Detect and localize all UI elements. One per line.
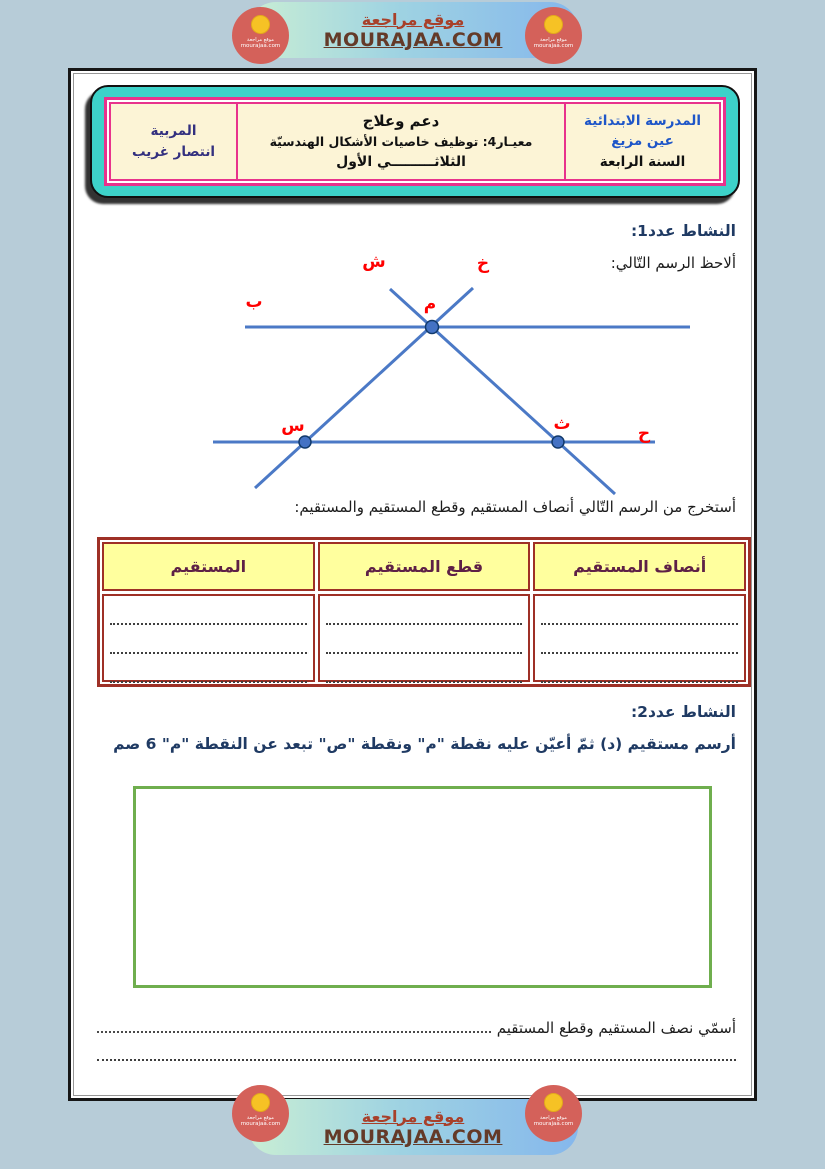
logo-book-icon (251, 1093, 270, 1112)
answer-dotted-line (110, 654, 307, 683)
column-header-segments: قطع المستقيم (318, 542, 531, 591)
answer-dotted-line (326, 654, 523, 683)
banner-site-link[interactable]: MOURAJAA.COM (323, 28, 503, 51)
activity1-title: النشاط عدد1: (630, 222, 736, 240)
activity2-instruction: أرسم مستقيم (د) ثمّ أعيّن عليه نقطة "م" ونقطة "ص" تبعد عن النقطة "م" 6 صم (113, 735, 736, 753)
activity2-naming-label: أسمّي نصف المستقيم وقطع المستقيم (496, 1019, 736, 1037)
mourajaa-logo (232, 1085, 289, 1142)
logo-title: موقع مراجعة (247, 1115, 274, 1121)
logo-domain: mourajaa.com (240, 1121, 281, 1127)
line-kh-s-diagonal (255, 288, 473, 488)
answers-table-header-row (102, 542, 746, 591)
label-tha: ث (553, 414, 571, 434)
label-ba: ب (245, 292, 263, 312)
answer-cell-half-lines[interactable] (533, 594, 746, 682)
logo-domain: mourajaa.com (240, 43, 281, 49)
support-title: دعم وعلاج (362, 112, 440, 131)
logo-book-icon (251, 15, 270, 34)
header-cell-school (566, 104, 719, 179)
support-criterion: معيـار4: توظيف خاصيات الأشكال الهندسيّة (269, 133, 533, 149)
header-box (90, 85, 740, 198)
logo-book-icon (544, 1093, 563, 1112)
point-mim (426, 321, 439, 334)
header-cell-teacher (111, 104, 236, 179)
teacher-name: انتصار غريب (131, 143, 216, 160)
school-location: عين مزيغ (611, 133, 674, 150)
answer-dotted-line (541, 654, 738, 683)
teacher-label: المربية (150, 123, 197, 140)
banner-site-title: موقع مراجعة (361, 1106, 465, 1126)
mourajaa-logo (232, 7, 289, 64)
naming-dotted-line[interactable] (97, 1031, 491, 1033)
geometry-diagram (71, 243, 760, 513)
answer-dotted-line (110, 596, 307, 625)
label-sin: س (281, 416, 305, 436)
mourajaa-logo (525, 1085, 582, 1142)
column-header-lines: المستقيم (102, 542, 315, 591)
point-tha (552, 436, 564, 448)
logo-title: موقع مراجعة (247, 37, 274, 43)
header-frame (104, 97, 726, 186)
answers-table (97, 537, 751, 687)
school-name: المدرسة الابتدائية (584, 113, 701, 130)
label-hha: ح (637, 424, 651, 444)
header-cell-support (236, 104, 566, 179)
answer-dotted-line-full[interactable] (97, 1059, 736, 1061)
label-kha: خ (476, 254, 490, 274)
answer-dotted-line (110, 625, 307, 654)
worksheet-page (68, 68, 757, 1101)
school-grade: السنة الرابعة (599, 153, 686, 170)
label-mim: م (423, 294, 437, 314)
answer-cell-segments[interactable] (318, 594, 531, 682)
answer-cell-lines[interactable] (102, 594, 315, 682)
activity1-observe-label: ألاحظ الرسم التّالي: (610, 254, 736, 272)
answer-dotted-line (326, 596, 523, 625)
line-sh-th-diagonal (390, 289, 615, 494)
banner-site-title: موقع مراجعة (361, 9, 465, 29)
answer-dotted-line (326, 625, 523, 654)
answers-table-body-row (102, 594, 746, 682)
activity1-extract-label: أستخرج من الرسم التّالي أنصاف المستقيم وقطع المستقيم والمستقيم: (294, 498, 736, 516)
logo-book-icon (544, 15, 563, 34)
logo-domain: mourajaa.com (533, 43, 574, 49)
banner-site-link[interactable]: MOURAJAA.COM (323, 1125, 503, 1148)
mourajaa-logo (525, 7, 582, 64)
answer-dotted-line (541, 596, 738, 625)
logo-title: موقع مراجعة (540, 1115, 567, 1121)
answer-dotted-line (541, 625, 738, 654)
logo-domain: mourajaa.com (533, 1121, 574, 1127)
activity2-title: النشاط عدد2: (630, 703, 736, 721)
point-sin (299, 436, 311, 448)
column-header-half-lines: أنصاف المستقيم (533, 542, 746, 591)
naming-row (97, 1019, 736, 1037)
logo-title: موقع مراجعة (540, 37, 567, 43)
label-shin: ش (362, 252, 386, 272)
drawing-area[interactable] (133, 786, 712, 988)
support-trimester: الثلاثـــــــــي الأول (336, 153, 466, 170)
header-table (109, 102, 721, 181)
